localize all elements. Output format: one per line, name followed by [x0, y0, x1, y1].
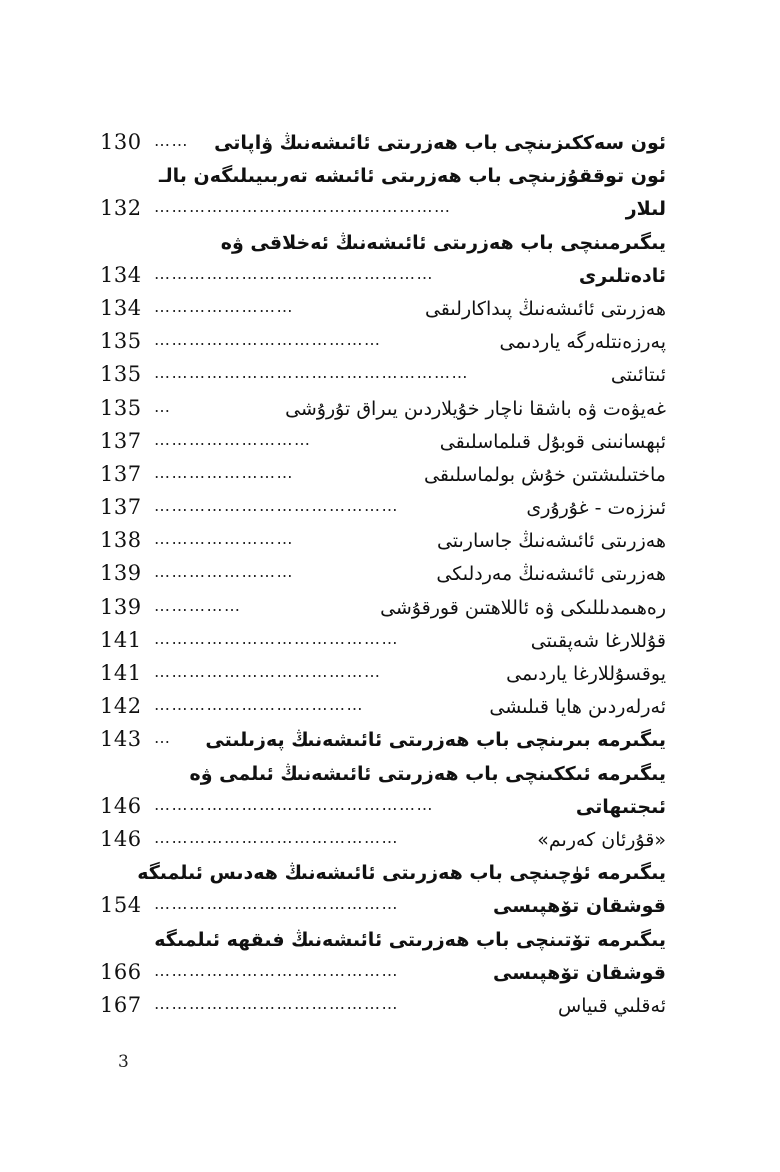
- toc-page-number: 137: [100, 461, 142, 486]
- toc-entry-title: قوشقان تۆھپىسى: [493, 961, 666, 984]
- toc-page-number: 135: [100, 395, 142, 420]
- toc-page-number: 137: [100, 495, 142, 520]
- toc-page-number: 135: [100, 329, 142, 354]
- page-number: 3: [118, 1052, 129, 1072]
- toc-leader-dots: ………………………: [154, 429, 312, 449]
- toc-leader-dots: ……………………………………: [154, 496, 399, 516]
- toc-leader-dots: …………………………………: [154, 662, 382, 681]
- toc-leader-dots: ……………………………………: [154, 894, 399, 914]
- toc-row: [100, 460, 666, 493]
- toc-entry-title: يوقسۇللارغا ياردىمى: [506, 663, 666, 685]
- toc-entry-title: قۇللارغا شەپقىتى: [530, 629, 666, 652]
- toc-leader-dots: ……: [154, 131, 189, 150]
- toc-leader-dots: ………………………………………………: [154, 363, 469, 383]
- toc-page-number: 134: [100, 262, 142, 287]
- toc-leader-dots: ……………………: [154, 562, 294, 582]
- toc-leader-dots: ……………………………………: [154, 993, 399, 1013]
- toc-row: [100, 327, 666, 360]
- toc-entry-title: يىگىرمە ئىككىنچى باب ھەزرىتى ئائىشەنىڭ ئىلمى ۋە: [189, 762, 666, 785]
- toc-page-number: 142: [100, 694, 142, 719]
- toc-row: [100, 925, 666, 958]
- toc-row: [100, 792, 666, 825]
- table-of-contents: [100, 128, 666, 1024]
- toc-leader-dots: …………………………………………: [154, 263, 434, 283]
- toc-row: [100, 526, 666, 559]
- toc-leader-dots: ……………………………………: [154, 960, 399, 980]
- toc-row: [100, 493, 666, 526]
- toc-entry-title: يىگىرمە بىرىنچى باب ھەزرىتى ئائىشەنىڭ پەزىلىتى: [205, 729, 666, 752]
- toc-page-number: 166: [100, 959, 142, 984]
- toc-leader-dots: …………………………………: [154, 330, 382, 350]
- toc-entry-title: ئەرلەردىن ھايا قىلىشى: [489, 696, 666, 719]
- toc-page-number: 141: [100, 661, 142, 685]
- toc-leader-dots: [100, 858, 129, 891]
- toc-row: [100, 559, 666, 592]
- toc-row: [100, 161, 666, 194]
- toc-row: [100, 858, 666, 891]
- toc-leader-dots: [100, 161, 151, 194]
- toc-row: [100, 891, 666, 924]
- toc-row: [100, 725, 666, 758]
- toc-page-number: 141: [100, 627, 142, 652]
- toc-entry-title: ئەقلىي قىياس: [558, 994, 666, 1017]
- toc-row: [100, 427, 666, 460]
- toc-entry-title: يىگىرمە ئۈچىنچى باب ھەزرىتى ئائىشەنىڭ ھەدىس ئىلمىگە: [137, 862, 666, 885]
- toc-entry-title: ھەزرىتى ئائىشەنىڭ مەردلىكى: [436, 563, 666, 586]
- toc-row: [100, 593, 666, 626]
- toc-row: [100, 958, 666, 991]
- toc-page-number: 135: [100, 362, 142, 387]
- toc-entry-title: ئىززەت - غۇرۇرى: [526, 497, 666, 520]
- toc-page-number: 134: [100, 295, 142, 320]
- toc-leader-dots: ……………………: [154, 462, 294, 482]
- toc-row: [100, 360, 666, 393]
- toc-row: [100, 294, 666, 327]
- toc-entry-title: «قۇرئان كەرىم»: [537, 828, 666, 851]
- toc-leader-dots: [100, 925, 146, 958]
- toc-page-number: 138: [100, 528, 142, 553]
- toc-entry-title: ئىتائىتى: [610, 364, 666, 387]
- toc-leader-dots: …………………………………………: [154, 794, 434, 814]
- toc-row: [100, 228, 666, 261]
- toc-entry-title: پەرزەنتلەرگە ياردىمى: [499, 331, 666, 354]
- toc-page-number: 130: [100, 130, 142, 154]
- toc-leader-dots: …: [154, 396, 172, 416]
- toc-row: [100, 659, 666, 692]
- toc-row: [100, 128, 666, 161]
- toc-row: [100, 991, 666, 1024]
- toc-page-number: 146: [100, 793, 142, 818]
- toc-leader-dots: ……………: [154, 595, 242, 615]
- toc-page-number: 132: [100, 196, 142, 221]
- toc-entry-title: رەھىمدىللىكى ۋە ئاللاھتىن قورقۇشى: [380, 596, 666, 619]
- toc-entry-title: يىگىرمە تۆتىنچى باب ھەزرىتى ئائىشەنىڭ فىقھە ئىلمىگە: [154, 928, 666, 951]
- toc-page-number: 167: [100, 992, 142, 1017]
- toc-leader-dots: ……………………: [154, 529, 294, 549]
- toc-entry-title: ئىجتىھاتى: [575, 795, 666, 818]
- toc-page-number: 143: [100, 727, 142, 752]
- toc-leader-dots: ……………………………………: [154, 628, 399, 648]
- toc-entry-title: لىلار: [625, 198, 666, 221]
- toc-leader-dots: ………………………………: [154, 695, 364, 715]
- toc-entry-title: يىگىرمىنچى باب ھەزرىتى ئائىشەنىڭ ئەخلاقى ۋە: [220, 231, 666, 254]
- toc-entry-title: ھەزرىتى ئائىشەنىڭ جاسارىتى: [436, 530, 666, 553]
- toc-leader-dots: …: [154, 728, 172, 748]
- toc-page-number: 139: [100, 594, 142, 619]
- toc-entry-title: ئېھسانىنى قوبۇل قىلماسلىقى: [439, 430, 666, 453]
- toc-entry-title: ئادەتلىرى: [578, 264, 666, 287]
- toc-page-number: 139: [100, 561, 142, 586]
- toc-entry-title: غەيۋەت ۋە باشقا ناچار خۇيلاردىن يىراق تۇرۇشى: [285, 397, 666, 420]
- toc-page-number: 146: [100, 826, 142, 851]
- toc-entry-title: قوشقان تۆھپىسى: [493, 895, 666, 918]
- toc-entry-title: ئون سەككىزىنچى باب ھەزرىتى ئائىشەنىڭ ۋاپاتى: [214, 132, 666, 154]
- toc-page-number: 137: [100, 428, 142, 453]
- toc-row: [100, 759, 666, 792]
- toc-entry-title: ماختىلىشتىن خۇش بولماسلىقى: [424, 463, 666, 486]
- toc-leader-dots: [100, 228, 213, 261]
- toc-leader-dots: ……………………: [154, 296, 294, 316]
- toc-row: [100, 261, 666, 294]
- toc-row: [100, 692, 666, 725]
- toc-leader-dots: ……………………………………: [154, 827, 399, 847]
- toc-page-number: 154: [100, 893, 142, 918]
- toc-row: [100, 194, 666, 227]
- toc-entry-title: ئون توققۇزىنچى باب ھەزرىتى ئائىشە تەربىيىلىگەن بالـ: [158, 165, 666, 188]
- toc-leader-dots: ……………………………………………: [154, 197, 452, 217]
- toc-entry-title: ھەزرىتى ئائىشەنىڭ پىداكارلىقى: [424, 297, 666, 320]
- toc-row: [100, 825, 666, 858]
- toc-row: [100, 626, 666, 659]
- toc-leader-dots: [100, 759, 181, 792]
- toc-row: [100, 394, 666, 427]
